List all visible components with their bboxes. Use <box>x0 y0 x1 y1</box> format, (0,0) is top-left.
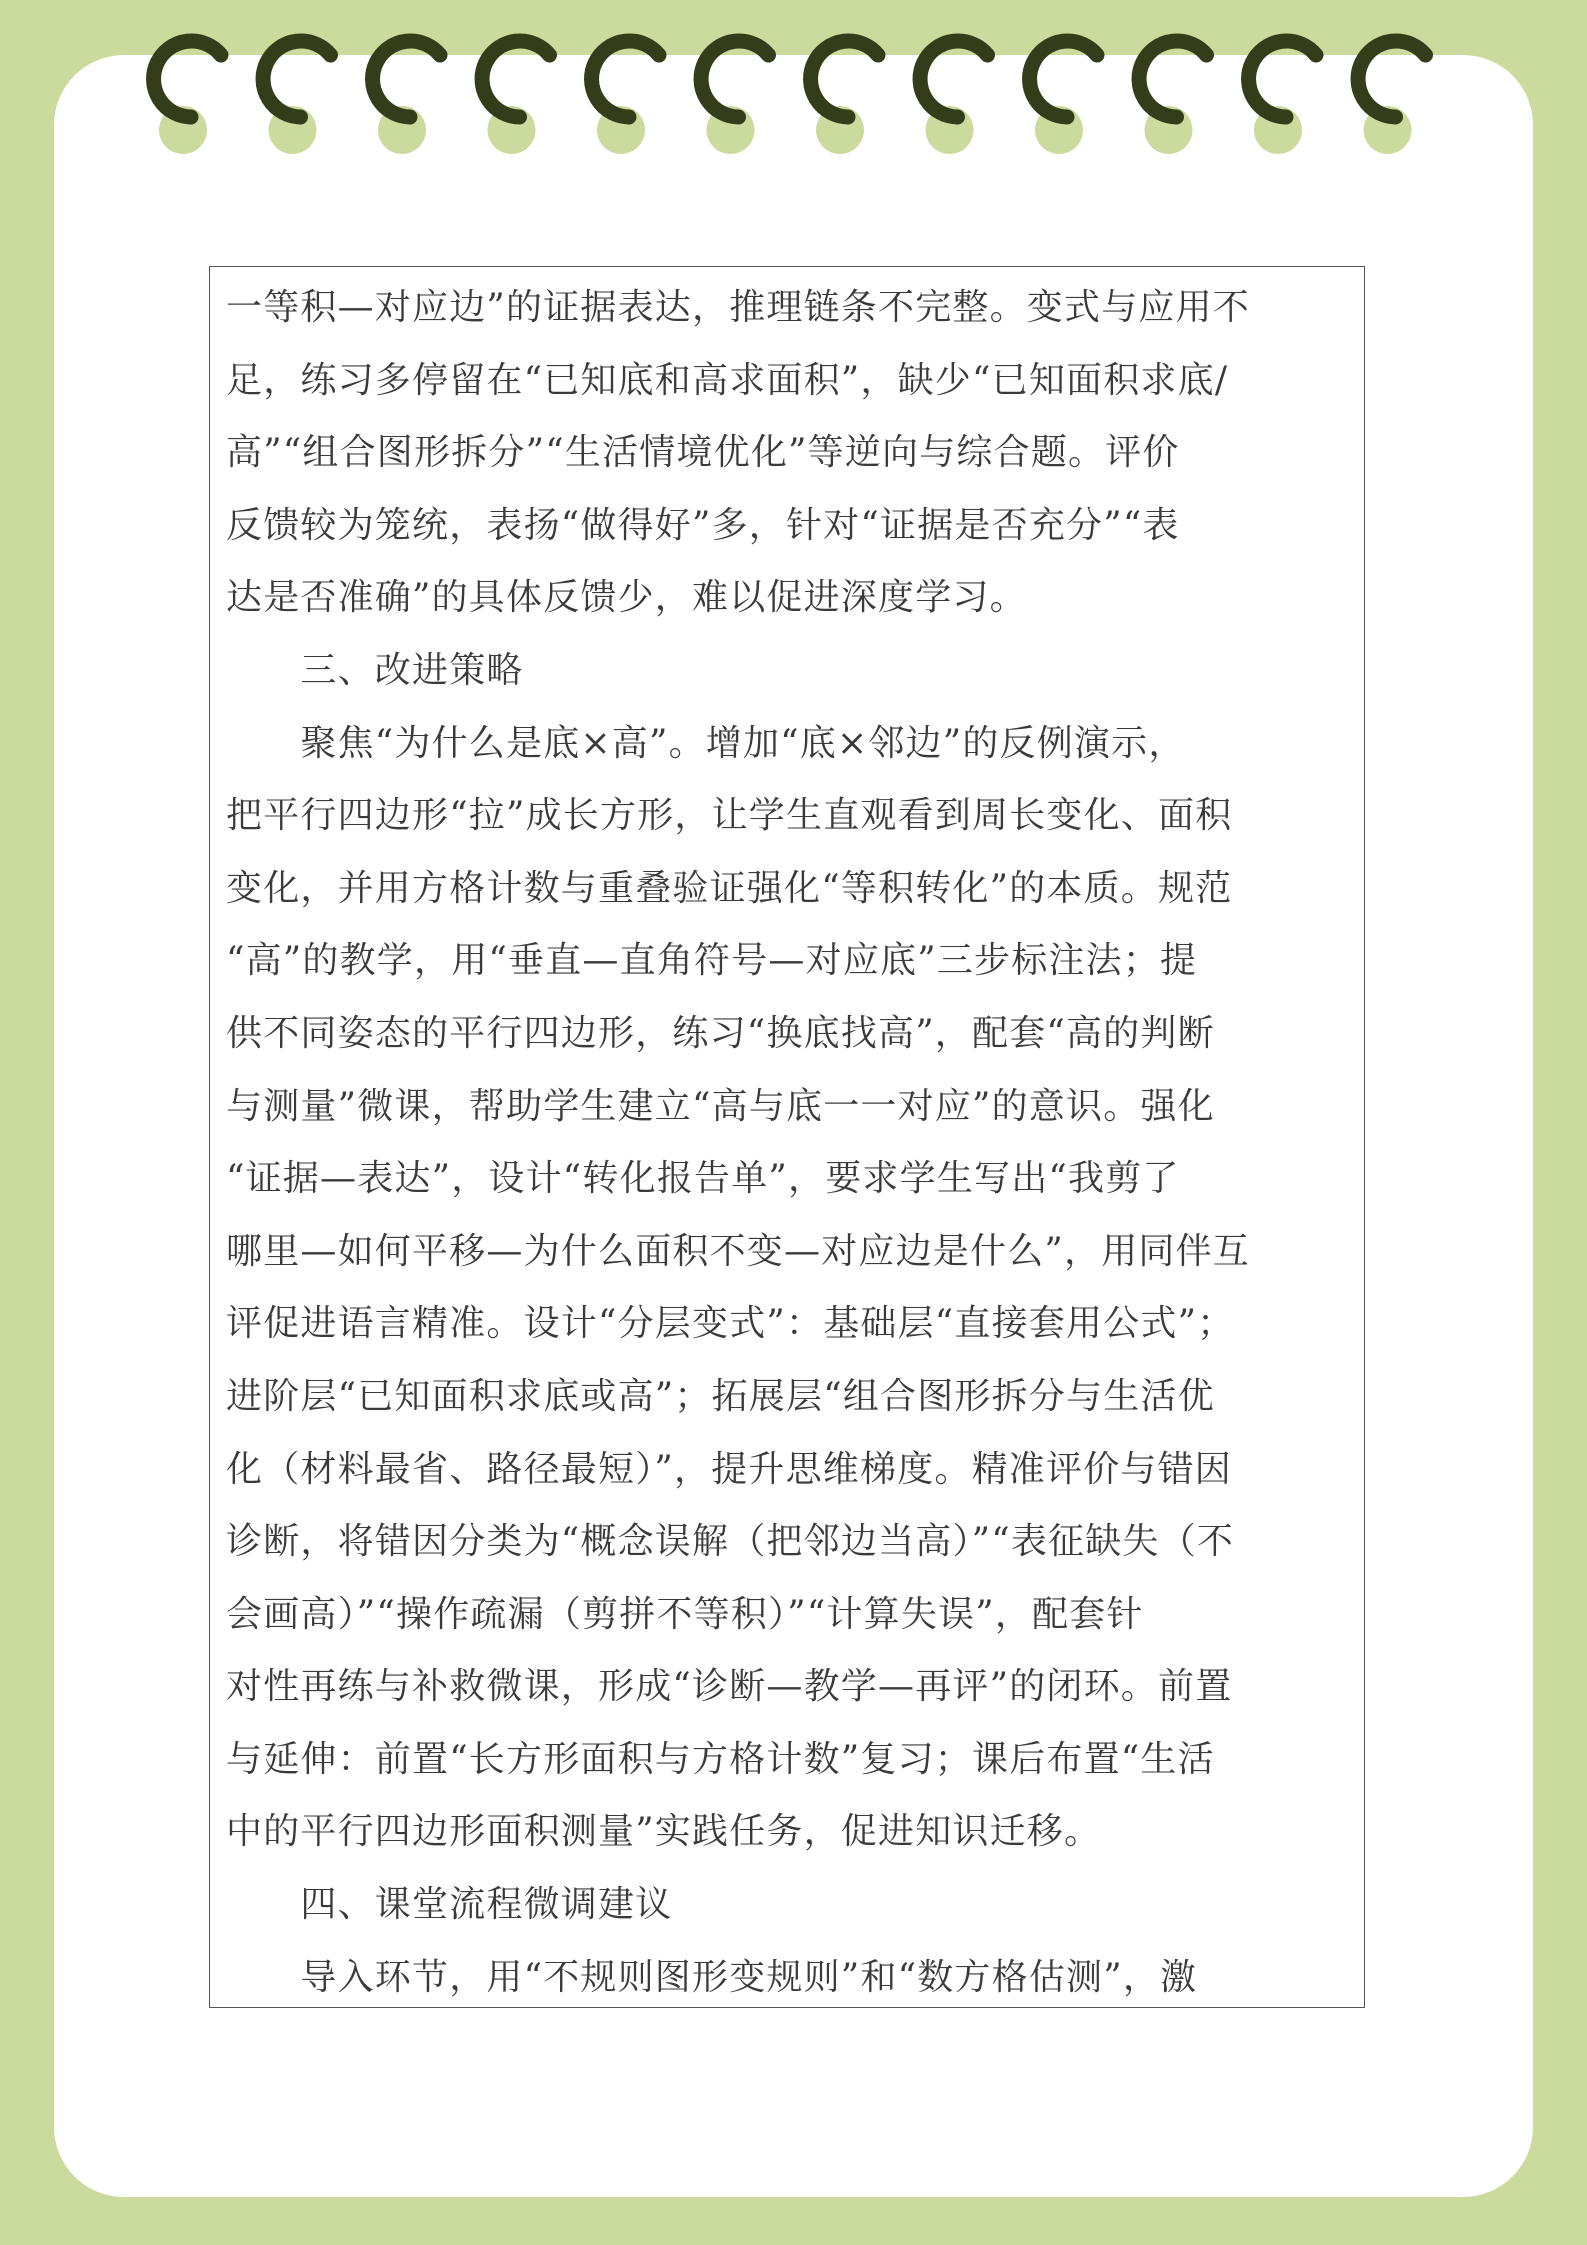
section-heading: 四、课堂流程微调建议 <box>226 1884 673 1926</box>
text-line: 诊断，将错因分类为“概念误解（把邻边当高）”“表征缺失（不 <box>226 1521 1235 1563</box>
text-line: “高”的教学，用“垂直—直角符号—对应底”三步标注法；提 <box>226 940 1198 982</box>
text-line: 高”“组合图形拆分”“生活情境优化”等逆向与综合题。评价 <box>226 432 1180 474</box>
text-line: 进阶层“已知面积求底或高”；拓展层“组合图形拆分与生活优 <box>226 1375 1215 1417</box>
text-line: 对性再练与补救微课，形成“诊断—教学—再评”的闭环。前置 <box>226 1666 1233 1708</box>
text-line: 中的平行四边形面积测量”实践任务，促进知识迁移。 <box>226 1811 1102 1853</box>
text-line: 会画高）”“操作疏漏（剪拼不等积）”“计算失误”，配套针 <box>226 1593 1144 1635</box>
section-heading: 三、改进策略 <box>226 649 524 691</box>
text-line: 反馈较为笼统，表扬“做得好”多，针对“证据是否充分”“表 <box>226 504 1180 546</box>
text-line: 达是否准确”的具体反馈少，难以促进深度学习。 <box>226 577 1027 619</box>
text-line: 与测量”微课，帮助学生建立“高与底一一对应”的意识。强化 <box>226 1085 1215 1127</box>
text-line: 一等积—对应边”的证据表达，推理链条不完整。变式与应用不 <box>226 287 1251 328</box>
text-line: 足，练习多停留在“已知底和高求面积”，缺少“已知面积求底/ <box>226 359 1229 401</box>
text-line: 变化，并用方格计数与重叠验证强化“等积转化”的本质。规范 <box>226 867 1233 909</box>
text-line: 把平行四边形“拉”成长方形，让学生直观看到周长变化、面积 <box>226 795 1233 837</box>
text-line: 哪里—如何平移—为什么面积不变—对应边是什么”，用同伴互 <box>226 1230 1251 1272</box>
text-line: 化（材料最省、路径最短）”，提升思维梯度。精准评价与错因 <box>226 1448 1233 1490</box>
text-line: 评促进语言精准。设计“分层变式”：基础层“直接套用公式”； <box>226 1303 1235 1345</box>
text-line: 供不同姿态的平行四边形，练习“换底找高”，配套“高的判断 <box>226 1012 1215 1054</box>
text-line: “证据—表达”，设计“转化报告单”，要求学生写出“我剪了 <box>226 1158 1180 1200</box>
text-line: 与延伸：前置“长方形面积与方格计数”复习；课后布置“生活 <box>226 1738 1215 1780</box>
text-frame <box>209 266 1365 2008</box>
text-line: 导入环节，用“不规则图形变规则”和“数方格估测”，激 <box>226 1956 1198 1998</box>
text-line: 聚焦“为什么是底×高”。增加“底×邻边”的反例演示， <box>226 722 1186 764</box>
